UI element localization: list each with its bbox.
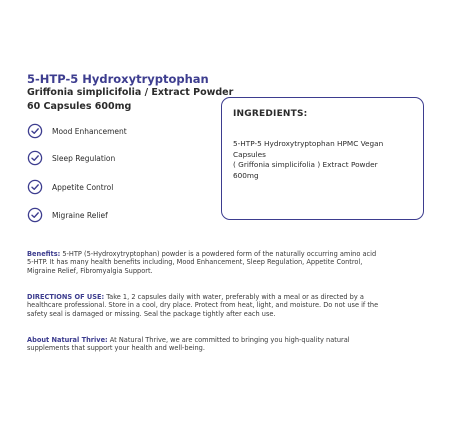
check-circle-icon <box>27 123 43 139</box>
ingredients-text <box>233 139 413 181</box>
benefits-lead: Benefits: <box>27 250 61 258</box>
product-title: 5-HTP-5 Hydroxytryptophan <box>27 72 209 86</box>
ingredients-heading: INGREDIENTS: <box>233 109 308 119</box>
benefit-label: Appetite Control <box>52 182 114 192</box>
check-circle-icon <box>27 150 43 166</box>
paragraph-line: At Natural Thrive, we are committed to bringing you high-quality natural <box>107 336 350 344</box>
benefits-paragraph <box>27 250 427 275</box>
directions-paragraph <box>27 293 427 318</box>
about-lead: About Natural Thrive: <box>27 336 108 344</box>
benefit-item-migraine <box>27 205 108 225</box>
product-subtitle: Griffonia simplicifolia / Extract Powder <box>27 87 234 98</box>
check-circle-icon <box>27 207 43 223</box>
paragraph-line: 5-HTP. It has many health benefits including, Mood Enhancement, Sleep Regulation, Appetite Control, <box>27 258 363 267</box>
paragraph-line: supplements that support your health and well-being. <box>27 344 205 353</box>
benefit-label: Migraine Relief <box>52 210 108 220</box>
benefit-label: Mood Enhancement <box>52 126 127 136</box>
ingredients-line: 5-HTP-5 Hydroxytryptophan HPMC Vegan <box>233 139 384 148</box>
paragraph-line: 5-HTP (5-Hydroxytryptophan) powder is a powdered form of the naturally occurring amino acid <box>60 250 377 258</box>
paragraph-line: Take 1, 2 capsules daily with water, preferably with a meal or as directed by a <box>104 293 364 301</box>
ingredients-box <box>221 97 424 220</box>
ingredients-line: Capsules <box>233 149 266 159</box>
product-size: 60 Capsules 600mg <box>27 101 132 112</box>
benefit-label: Sleep Regulation <box>52 153 116 163</box>
ingredients-line: 600mg <box>233 170 259 180</box>
paragraph-line: healthcare professional. Store in a cool, dry place. Protect from heat, light, and moisture. Do not use if the <box>27 301 379 310</box>
ingredients-line: ( Griffonia simplicifolia ) Extract Powder <box>233 160 378 169</box>
paragraph-line: safety seal is damaged or missing. Seal the package tightly after each use. <box>27 309 276 318</box>
benefit-item-mood <box>27 121 127 141</box>
directions-lead: DIRECTIONS OF USE: <box>27 293 105 301</box>
check-circle-icon <box>27 179 43 195</box>
about-paragraph <box>27 336 427 353</box>
benefit-item-appetite <box>27 177 113 197</box>
benefit-item-sleep <box>27 148 115 168</box>
paragraph-line: Migraine Relief, Fibromyalgia Support. <box>27 266 153 275</box>
